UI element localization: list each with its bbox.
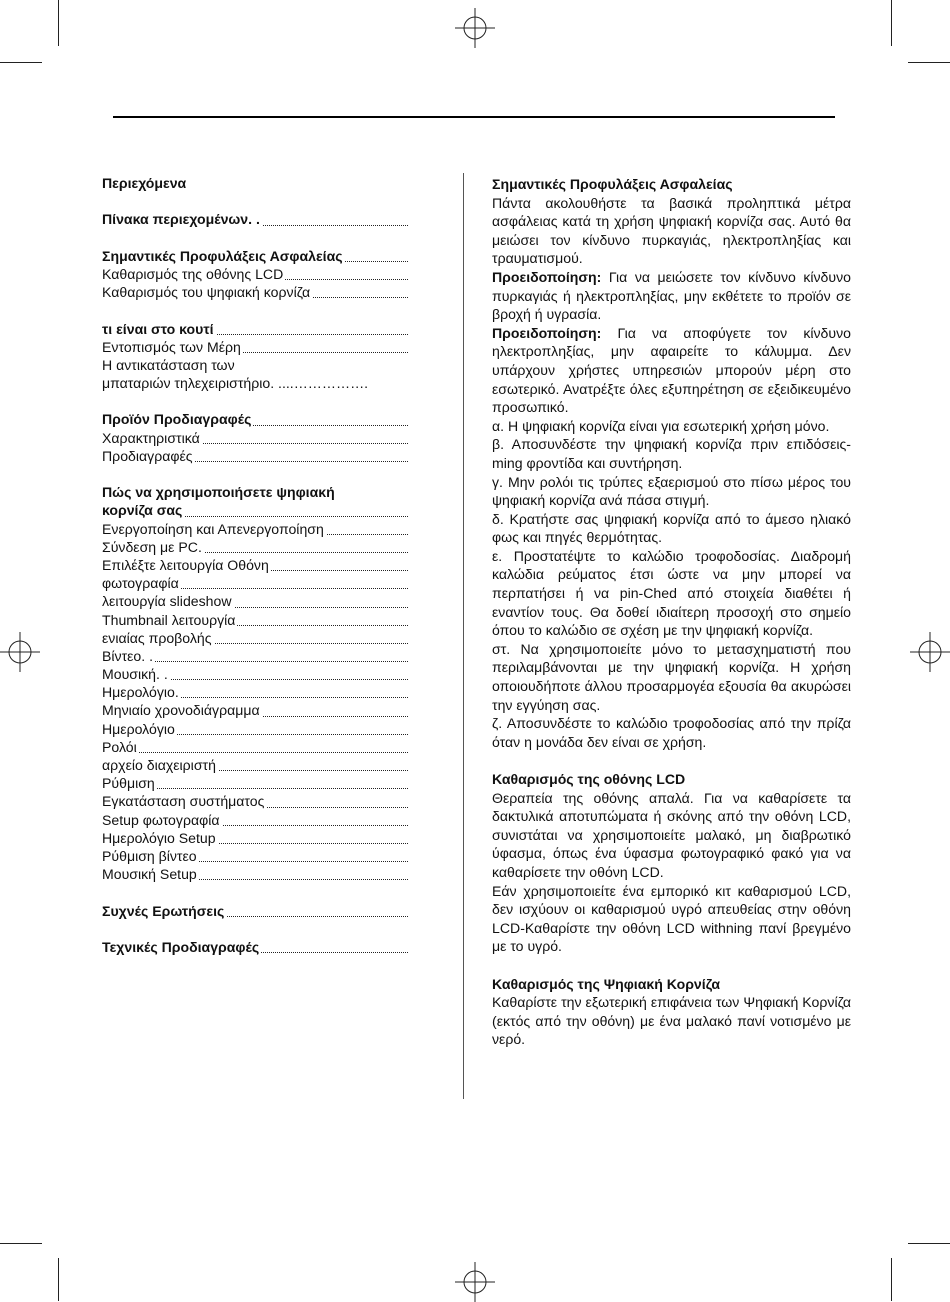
toc-entry [102, 829, 408, 847]
toc-entry-text: τι είναι στο κουτί [102, 320, 214, 337]
toc-leader-dots [102, 752, 408, 753]
warning-label: Προειδοποίηση: [492, 324, 602, 341]
registration-mark-icon [910, 632, 950, 672]
toc-entry-text: μπαταριών τηλεχειριστήριο. ....……………. [102, 375, 369, 392]
toc-entry [102, 447, 408, 465]
toc-entry-text: Καθαρισμός της οθόνης LCD [102, 265, 284, 282]
toc-entry [102, 611, 408, 629]
crop-mark [891, 1258, 892, 1301]
toc-entry [102, 665, 408, 683]
header-rule [113, 116, 835, 118]
registration-mark-icon [455, 1262, 495, 1302]
toc-entry-text: Προϊόν Προδιαγραφές [102, 411, 252, 428]
toc-entry [102, 629, 408, 647]
toc-entry [102, 538, 408, 556]
toc-entry-text: Σύνδεση με PC. [102, 538, 202, 555]
toc-entry [102, 701, 408, 719]
toc-entry-text: Πίνακα περιεχομένων. . [102, 211, 260, 228]
toc-entry [102, 811, 408, 829]
toc-entry-text: Μουσική. . [102, 666, 168, 683]
toc-entry [102, 647, 408, 665]
crop-mark [908, 1243, 950, 1244]
toc-entry [102, 792, 408, 810]
toc-entry-text: Η αντικατάσταση των [102, 356, 235, 373]
toc-entry-text: Εγκατάσταση συστήματος [102, 793, 265, 810]
toc-entry [102, 283, 408, 301]
toc-entry [102, 738, 408, 756]
toc-entry-text: Thumbnail λειτουργία [102, 611, 236, 628]
list-item: στ. Να χρησιμοποιείτε μόνο το μετασχηματιστή που περιλαμβάνονται με την ψηφιακή κορνίζα. Η χρήση οποιουδήποτε άλλου προσαρμογέα εξουσία θα ακυρώσει την εγγύηση σας. [492, 640, 851, 713]
toc-entry-text: Μηνιαίο χρονοδιάγραμμα [102, 702, 260, 719]
toc-entry-text: Περιεχόμενα [102, 175, 187, 191]
toc-entry-text: Προδιαγραφές [102, 447, 193, 464]
toc-entry-text: Ημερολόγιο Setup [102, 829, 216, 846]
toc-entry-text: Ημερολόγιο [102, 720, 175, 737]
toc-spacer [102, 465, 408, 483]
toc-entry-text: Καθαρισμός του ψηφιακή κορνίζα [102, 284, 311, 301]
toc-entry-text: Συχνές Ερωτήσεις [102, 902, 225, 919]
frame-cleaning-paragraph: Καθαρίστε την εξωτερική επιφάνεια των Ψηφιακή Κορνίζα (εκτός από την οθόνη) με ένα μαλακό πανί νοτισμένο με νερό. [492, 994, 851, 1048]
list-item: γ. Μην ρολόι τις τρύπες εξαερισμού στο πίσω μέρος του ψηφιακή κορνίζα ανά πάσα στιγμή. [492, 473, 851, 509]
toc-entry [102, 320, 408, 338]
toc-entry [102, 356, 408, 374]
toc-entry-text: Ρύθμιση [102, 775, 155, 792]
toc-entry [102, 429, 408, 447]
toc-entry-text: Σημαντικές Προφυλάξεις Ασφαλείας [102, 247, 343, 264]
toc-entry [102, 410, 408, 428]
toc-entry [102, 847, 408, 865]
registration-mark-icon [0, 632, 40, 672]
toc-entry-text: Ρύθμιση βίντεο [102, 847, 197, 864]
toc-entry [102, 174, 408, 192]
safety-heading: Σημαντικές Προφυλάξεις Ασφαλείας [492, 176, 733, 192]
toc-entry [102, 683, 408, 701]
toc-entry-text: λειτουργία slideshow [102, 593, 232, 610]
toc-entry-text: Ημερολόγιο. [102, 684, 179, 701]
toc-entry-text: Τεχνικές Προδιαγραφές [102, 938, 260, 955]
crop-mark [0, 1243, 42, 1244]
toc-spacer [102, 229, 408, 247]
list-item: α. Η ψηφιακή κορνίζα είναι για εσωτερική χρήση μόνο. [492, 417, 830, 434]
toc-entry-text: αρχείο διαχειριστή [102, 757, 216, 773]
toc-entry [102, 556, 408, 574]
table-of-contents [102, 174, 408, 956]
warning-text: Για να αποφύγετε τον κίνδυνο ηλεκτροπληξίας, μην αφαιρείτε το κάλυμμα. Δεν υπάρχουν χρήστες υπηρεσιών μπορούν μέρη στο εσωτερικό. Ανατρέξτε όλες εξυπηρέτηση σε εξειδικευμένο προσωπικό. [492, 324, 851, 416]
toc-spacer [102, 192, 408, 210]
toc-entry [102, 483, 408, 501]
warning-text: Για να μειώσετε τον κίνδυνο κίνδυνο πυρκαγιάς ή ηλεκτροπληξίας, μην εκθέτετε το προϊόν σε βροχή ή υγρασία. [492, 268, 851, 323]
toc-spacer [102, 883, 408, 901]
frame-cleaning-heading: Καθαρισμός της Ψηφιακή Κορνίζα [492, 975, 721, 992]
toc-entry [102, 265, 408, 283]
list-item: ζ. Αποσυνδέστε το καλώδιο τροφοδοσίας από την πρίζα όταν η μονάδα δεν είναι σε χρήση. [492, 715, 851, 750]
toc-spacer [102, 301, 408, 319]
lcd-cleaning-heading: Καθαρισμός της οθόνης LCD [492, 771, 686, 787]
toc-entry-text: Χαρακτηριστικά [102, 429, 200, 446]
toc-entry [102, 938, 408, 956]
crop-mark [58, 1258, 59, 1301]
toc-entry-text: Επιλέξτε λειτουργία Οθόνη [102, 556, 269, 573]
toc-entry-text: Πώς να χρησιμοποιήσετε ψηφιακή [102, 484, 335, 501]
toc-entry [102, 756, 408, 774]
toc-entry-text: Ενεργοποίηση και Απενεργοποίηση [102, 520, 324, 537]
toc-spacer [102, 392, 408, 410]
registration-mark-icon [455, 8, 495, 48]
safety-intro: Πάντα ακολουθήστε τα βασικά προληπτικά μέτρα ασφάλειας κατά τη χρήση ψηφιακή κορνίζα σας. Αυτό θα μειώσει τον κίνδυνο πυρκαγιάς, ηλεκτροπληξίας και τραυματισμού. [492, 194, 851, 267]
toc-entry [102, 574, 408, 592]
safety-content [492, 175, 851, 1049]
toc-entry-text: Setup φωτογραφία [102, 811, 220, 828]
toc-entry [102, 774, 408, 792]
toc-entry [102, 247, 408, 265]
toc-entry-text: ενιαίας προβολής [102, 629, 212, 646]
toc-entry-text: Βίντεο. . [102, 647, 154, 664]
column-divider [463, 173, 464, 1099]
crop-mark [0, 62, 42, 63]
warning-paragraph [492, 324, 851, 417]
toc-entry [102, 374, 408, 392]
warning-paragraph [492, 268, 851, 324]
warning-label: Προειδοποίηση: [492, 268, 602, 285]
lcd-cleaning-paragraph: Εάν χρησιμοποιείτε ένα εμπορικό κιτ καθαρισμού LCD, δεν ισχύουν οι καθαρισμού υγρό απευθείας στην οθόνη LCD-Καθαρίστε την οθόνη LCD withning πανί βρεγμένο με το υγρό. [492, 882, 851, 955]
toc-entry [102, 720, 408, 738]
crop-mark [58, 0, 59, 46]
toc-entry [102, 592, 408, 610]
list-item: δ. Κρατήστε σας ψηφιακή κορνίζα από το άμεσο ηλιακό φως και πηγές θερμότητας. [492, 510, 851, 546]
toc-entry-text: Ρολόι [102, 738, 137, 755]
toc-entry-text: φωτογραφία [102, 575, 179, 592]
toc-spacer [102, 920, 408, 938]
list-item: β. Αποσυνδέστε την ψηφιακή κορνίζα πριν επιδόσεις-ming φροντίδα και συντήρηση. [492, 436, 851, 471]
list-item: ε. Προστατέψτε το καλώδιο τροφοδοσίας. Διαδρομή καλώδια ρεύματος έτσι ώστε να μην μπορεί να περπατήσει ή να pin-Ched από στοιχεία διαθέτει ή εναντίον τους. Θα δοθεί ιδιαίτερη προσοχή στο σημείο όπου το καλώδιο σε σχέση με την ψηφιακή κορνίζα. [492, 547, 851, 639]
toc-entry-text: Εντοπισμός των Μέρη [102, 338, 241, 355]
toc-entry-text: κορνίζα σας [102, 502, 183, 519]
lcd-cleaning-paragraph: Θεραπεία της οθόνης απαλά. Για να καθαρίσετε τα δακτυλικά αποτυπώματα ή σκόνης από την οθόνη LCD, συνιστάται να χρησιμοποιείτε μαλακό, μη διαβρωτικό ύφασμα, όπως ένα ύφασμα φωτογραφικό φακό για να καθαρίσετε την οθόνη LCD. [492, 789, 851, 880]
crop-mark [891, 0, 892, 46]
toc-entry [102, 902, 408, 920]
toc-entry-text: Μουσική Setup [102, 866, 197, 883]
toc-entry [102, 501, 408, 519]
crop-mark [908, 62, 950, 63]
toc-entry [102, 520, 408, 538]
toc-entry [102, 210, 408, 228]
toc-entry [102, 865, 408, 883]
toc-entry [102, 338, 408, 356]
